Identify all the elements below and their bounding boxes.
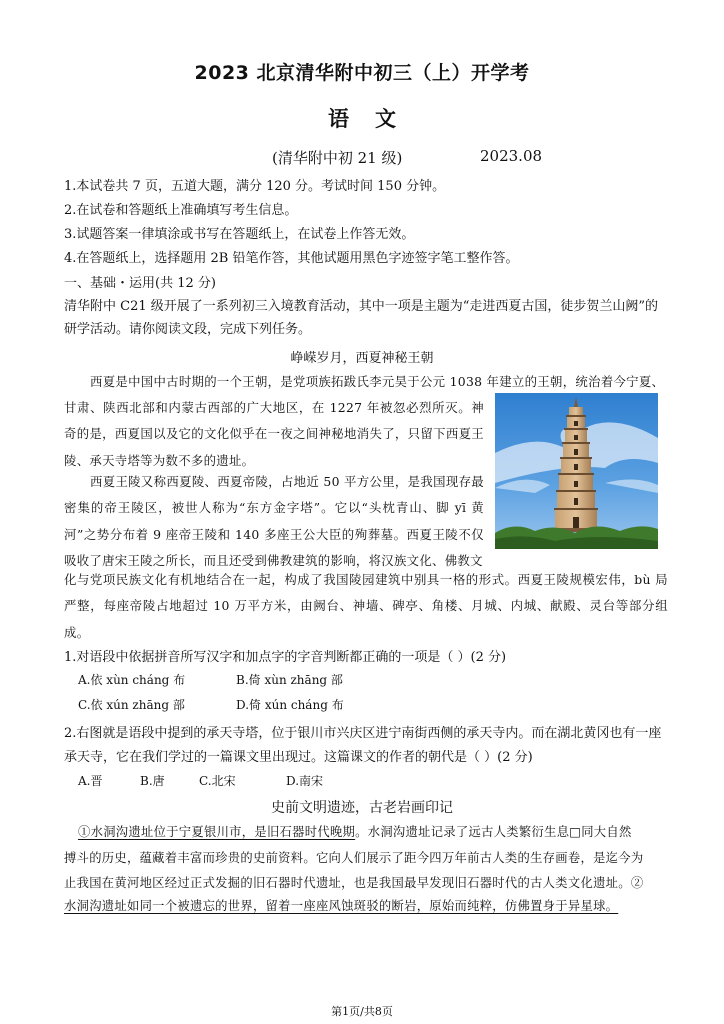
passage2-line2: 搏斗的历史，蕴藏着丰富而珍贵的史前资料。它向人们展示了距今四万年前古人类的生存画卷，是迄今为 [64, 851, 644, 865]
section-heading: 一、基础・运用(共 12 分) [64, 276, 216, 291]
page-footer: 第1页/共8页 [331, 1005, 393, 1018]
passage2-line3: 止我国在黄河地区经过正式发掘的旧石器时代遗址，也是我国最早发现旧石器时代的古人类文化遗址。② [64, 876, 644, 890]
class-info: (清华附中初 21 级) [272, 149, 403, 167]
exam-title: 2023 北京清华附中初三（上）开学考 [194, 62, 530, 84]
q1-option-c[interactable]: C.依 xún zhāng 部 [78, 698, 185, 712]
passage1-para2-wrapped: 西夏王陵又称西夏陵、西夏帝陵，占地近 50 平方公里，是我国现存最密集的帝王陵区，被世人称为“东方金字塔”。它以“头枕青山、脚 yī 黄河”之势分布着 9 座帝王陵和 140 多座王公大臣的殉葬墓。西夏王陵不仅吸收了唐宋王陵之所长，而且还受到佛教建筑的影响，将汉族文化、佛教文 [64, 474, 484, 569]
q2-stem-line2: 承天寺，它在我们学过的一篇课文里出现过。这篇课文的作者的朝代是（ ）(2 分) [64, 750, 533, 765]
instruction-3: 3.试题答案一律填涂或书写在答题纸上，在试卷上作答无效。 [64, 227, 415, 242]
q1-stem: 1.对语段中依据拼音所写汉字和加点字的字音判断都正确的一项是（ ）(2 分) [64, 650, 507, 665]
passage1-title: 峥嵘岁月，西夏神秘王朝 [290, 351, 434, 366]
q2-option-b[interactable]: B.唐 [140, 774, 165, 788]
passage1-para1-line1: 西夏是中国中古时期的一个王朝，是党项族拓跋氏李元昊于公元 1038 年建立的王朝，统治着今宁夏、 [90, 374, 665, 389]
passage2-title: 史前文明遗迹，古老岩画印记 [271, 800, 453, 816]
exam-date: 2023.08 [480, 147, 543, 165]
underlined-sentence-2: 水洞沟遗址如同一个被遗忘的世界，留着一座座风蚀斑驳的断岩，原始而纯粹，仿佛置身于异星球。 [64, 899, 619, 913]
q2-option-c[interactable]: C.北宋 [199, 774, 236, 788]
passage2-line1 [78, 822, 632, 840]
q1-option-d[interactable]: D.倚 xún cháng 布 [236, 698, 344, 712]
instruction-4: 4.在答题纸上，选择题用 2B 铅笔作答，其他试题用黑色字迹签字笔工整作答。 [64, 251, 519, 266]
q2-option-d[interactable]: D.南宋 [286, 774, 324, 788]
subject-title: 语文 [328, 107, 422, 131]
instruction-2: 2.在试卷和答题纸上准确填写考生信息。 [64, 203, 298, 218]
q2-stem-line1: 2.右图就是语段中提到的承天寺塔，位于银川市兴庆区进宁南街西侧的承天寺内。而在湖北黄冈也有一座 [64, 726, 662, 741]
q1-option-b[interactable]: B.倚 xùn zhāng 部 [236, 673, 343, 687]
pagoda-photo [495, 393, 658, 549]
passage2-line4 [64, 896, 618, 914]
underlined-sentence-1: ①水洞沟遗址位于宁夏银川市，是旧石器时代晚期 [78, 825, 356, 839]
pagoda-image [495, 393, 658, 549]
instruction-1: 1.本试卷共 7 页，五道大题，满分 120 分。考试时间 150 分钟。 [64, 179, 446, 194]
passage1-para1-rest: 甘肃、陕西北部和内蒙古西部的广大地区，在 1227 年被忽必烈所灭。神奇的是，西夏国以及它的文化似乎在一夜之间神秘地消失了，只留下西夏王陵、承天寺塔等为数不多的遗址。 [64, 400, 484, 468]
q2-option-a[interactable]: A.晋 [78, 774, 103, 788]
q1-option-a[interactable]: A.依 xùn cháng 布 [78, 673, 186, 687]
section-intro: 清华附中 C21 级开展了一系列初三入境教育活动，其中一项是主题为“走进西夏古国，徒步贺兰山阙”的研学活动。请你阅读文段，完成下列任务。 [64, 299, 659, 337]
passage2-line1-rest: 。水洞沟遗址记录了远古人类繁衍生息□同大自然 [355, 825, 632, 839]
passage1-para2-rest: 化与党项民族文化有机地结合在一起，构成了我国陵园建筑中别具一格的形式。西夏王陵规模宏伟，bù 局严整，每座帝陵占地超过 10 万平方米，由阙台、神墙、碑亭、角楼、月城、内城、献殿、灵台等部分组成。 [64, 572, 668, 640]
